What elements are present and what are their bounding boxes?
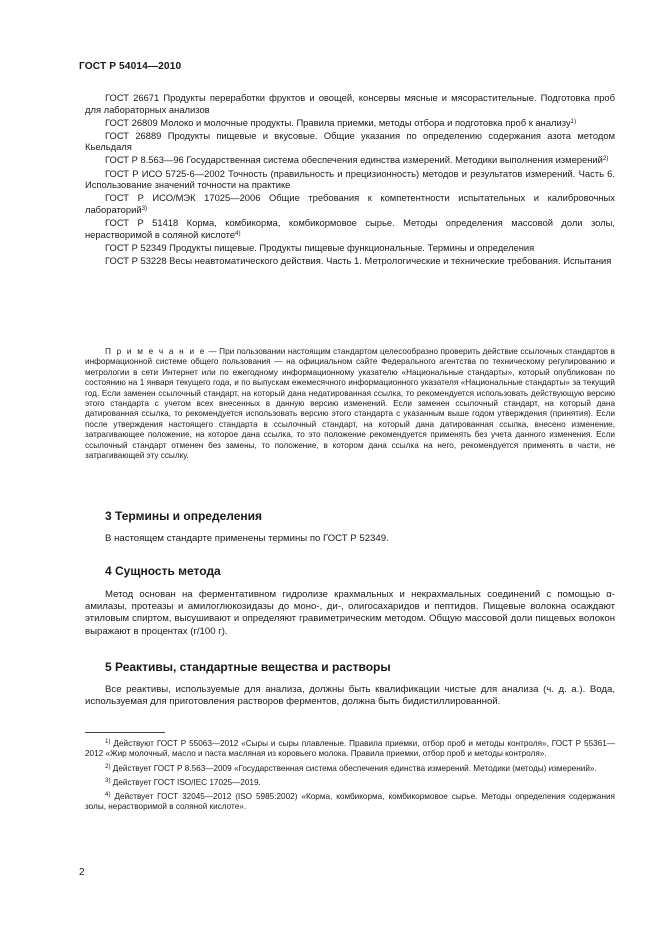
- section-5-title: 5 Реактивы, стандартные вещества и растворы: [105, 660, 391, 674]
- footnote-separator: [85, 732, 165, 733]
- reference-item: ГОСТ 26809 Молоко и молочные продукты. Правила приемки, методы отбора и подготовка проб к анализу$^{1)}$: [105, 116, 577, 128]
- footnote-mark: 3): [141, 204, 148, 212]
- footnote-mark: 4): [105, 790, 111, 798]
- footnote-mark: 2): [105, 762, 111, 770]
- page-number: 2: [79, 867, 85, 878]
- reference-item: ГОСТ Р 51418 Корма, комбикорма, комбикормовое сырье. Методы определения массовой доли золы, нерастворимой в соляной кислоте$^{4)}$: [85, 216, 615, 240]
- reference-item: ГОСТ Р 52349 Продукты пищевые. Продукты пищевые функциональные. Термины и определения: [105, 241, 535, 253]
- section-4-text: Метод основан на ферментативном гидролизе крахмальных и некрахмальных соединений с помощью α-амилазы, протеазы и амилоглюкозидазы до моно-, ди-, олигосахаридов и пептидов. Пищевые волокна осаждают этиловым спиртом, высушивают и определяют гравиметрическим методом. Общую массовой доли пищевых волокон выражают в процентах (г/100 г).: [85, 589, 615, 637]
- note-label: П р и м е ч а н и е: [105, 347, 206, 356]
- footnotes: [85, 739, 615, 813]
- footnote-item: $^{2)}$ Действует ГОСТ Р 8.563—2009 «Государственная система обеспечения единства измерений. Методики (методы) измерений».: [105, 762, 597, 773]
- footnote-mark: 4): [235, 229, 241, 237]
- footnote-item: $^{3)}$ Действует ГОСТ ISO/IEC 17025—2019.: [105, 776, 261, 787]
- reference-item: ГОСТ Р ИСО/МЭК 17025—2006 Общие требования к компетентности испытательных и калибровочных лабораторий$^{3)}$: [85, 192, 615, 215]
- footnote-mark: 2): [602, 155, 609, 163]
- reference-item: ГОСТ Р 53228 Весы неавтоматического действия. Часть 1. Метрологические и технические требования. Испытания: [105, 254, 612, 266]
- section-4-title: 4 Сущность метода: [105, 564, 221, 578]
- section-5-text: Все реактивы, используемые для анализа, должны быть квалификации чистые для анализа (ч. д. а.). Вода, используемая для приготовления растворов ферментов, должна быть бидистиллированной.: [85, 684, 615, 708]
- section-3-title: 3 Термины и определения: [105, 509, 263, 523]
- footnote-item: $^{4)}$ Действует ГОСТ 32045—2012 (ISO 5985:2002) «Корма, комбикорма, комбикормовое сырье. Методы определения содержания золы, нерастворимой в соляной кислоте».: [85, 790, 615, 812]
- note-block: [85, 347, 615, 461]
- references-list: [85, 92, 615, 266]
- page-header: ГОСТ Р 54014—2010: [79, 61, 182, 72]
- reference-item: ГОСТ Р 8.563—96 Государственная система обеспечения единства измерений. Методики выполнения измерений$^{2)}$: [105, 154, 609, 166]
- footnote-mark: 3): [105, 776, 111, 784]
- footnote-mark: 1): [570, 117, 577, 125]
- footnote-item: $^{1)}$ Действуют ГОСТ Р 55063—2012 «Сыры и сыры плавленые. Правила приемки, отбор проб и методы контроля», ГОСТ Р 55361—2012 «Жир молочный, масло и паста масляная из коровьего молока. Правила приемки, отбор проб и методы контроля».: [85, 737, 615, 759]
- note-text: — При пользовании настоящим стандартом целесообразно проверить действие ссылочных стандартов в информационной системе общего пользования — на официальном сайте Федерального агентства по техническому регулированию и метрологии в сети Интернет или по ежегодному информационному указателю «Национальные стандарты», который опубликован по состоянию на 1 января текущего года, и по выпускам ежемесячного информационного указателя «Национальные стандарты» за текущий год. Если заменен ссылочный стандарт, на который дана недатированная ссылка, то рекомендуется использовать действующую версию этого стандарта с учетом всех внесенных в данную версию изменений. Если заменен ссылочный стандарт, на который дана датированная ссылка, то рекомендуется использовать версию этого стандарта с указанным выше годом утверждения (принятия). Если после утверждения настоящего стандарта в ссылочный стандарт, на который дана датированная ссылка, внесено изменение, затрагивающее положение, на которое дана ссылка, то это положение рекомендуется применять без учета данного изменения. Если ссылочный стандарт отменен без замены, то положение, в котором дана ссылка на него, рекомендуется применять в части, не затрагивающей эту ссылку.: [85, 347, 615, 461]
- note-paragraph: [85, 347, 615, 461]
- footnote-mark: 1): [105, 737, 111, 745]
- section-3-text: В настоящем стандарте применены термины по ГОСТ Р 52349.: [105, 533, 389, 544]
- reference-item: ГОСТ 26671 Продукты переработки фруктов и овощей, консервы мясные и мясорастительные. Подготовка проб для лабораторных анализов: [85, 92, 615, 115]
- reference-item: ГОСТ Р ИСО 5725-6—2002 Точность (правильность и прецизионность) методов и результатов измерений. Часть 6. Использование значений точности на практике: [85, 167, 615, 191]
- reference-item: ГОСТ 26889 Продукты пищевые и вкусовые. Общие указания по определению содержания азота методом Кьельдаля: [85, 129, 615, 153]
